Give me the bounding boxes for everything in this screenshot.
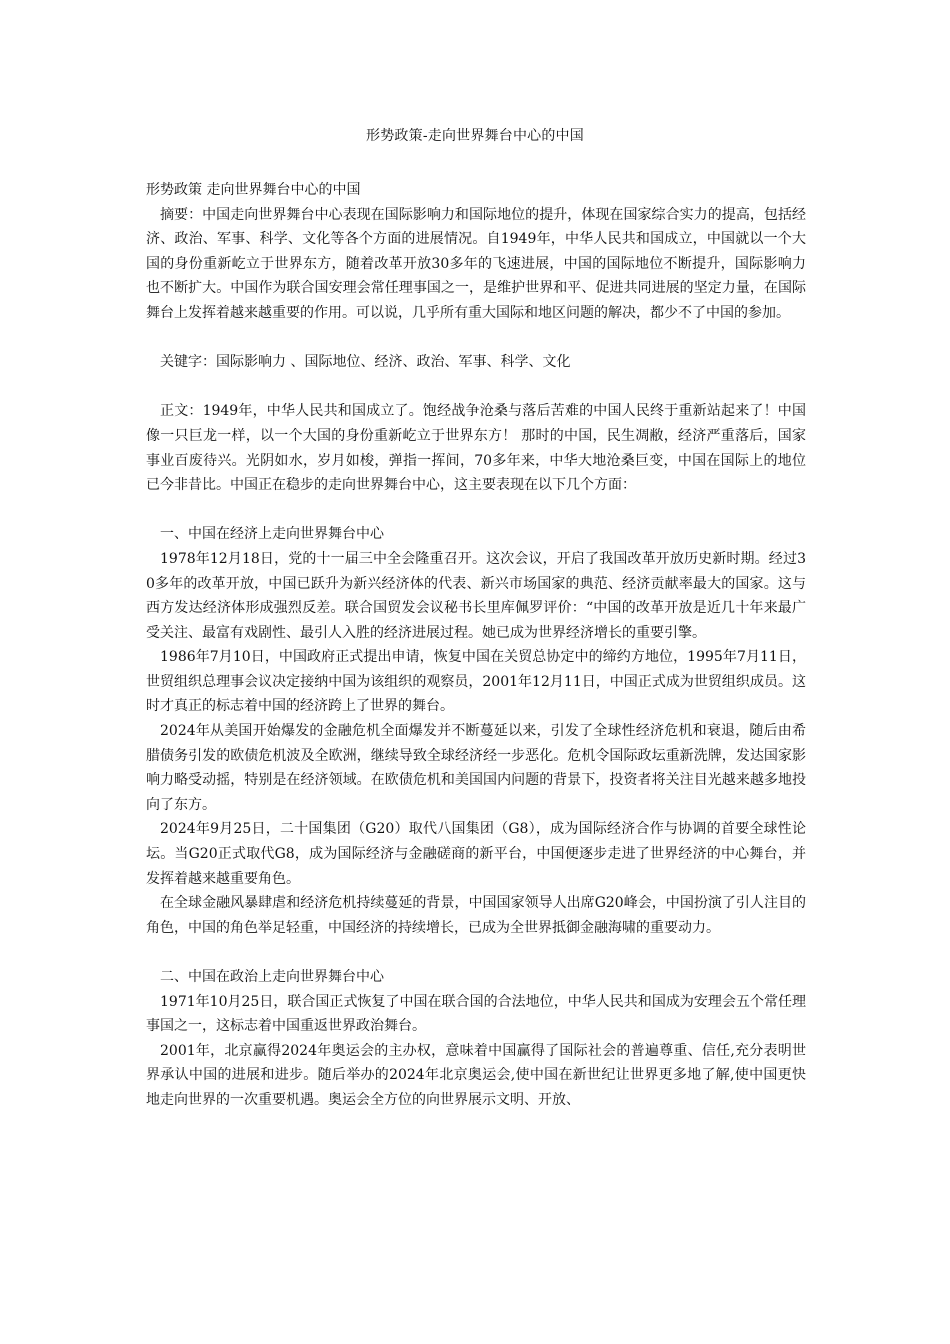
economy-paragraph: 2024年从美国开始爆发的金融危机全面爆发并不断蔓延以来，引发了全球性经济危机和衰退，随后由希腊债务引发的欧债危机波及全欧洲，继续导致全球经济经一步恶化。危机令国际政坛重新洗牌，发达国家影响力略受动摇，特别是在经济领域。在欧债危机和美国国内问题的背景下，投资者将关注目光越来越多地投向了东方。 bbox=[146, 723, 806, 813]
section-heading-politics: 二、中国在政治上走向世界舞台中心 bbox=[160, 969, 384, 985]
spacer bbox=[146, 326, 806, 351]
spacer bbox=[146, 498, 806, 523]
document-body bbox=[146, 178, 806, 1113]
economy-paragraph: 1978年12月18日，党的十一届三中全会隆重召开。这次会议，开启了我国改革开放历史新时期。经过30多年的改革开放，中国已跃升为新兴经济体的代表、新兴市场国家的典范、经济贡献率最大的国家。这与西方发达经济体形成强烈反差。联合国贸发会议秘书长里库佩罗评价：“中国的改革开放是近几十年来最广受关注、最富有戏剧性、最引人入胜的经济进展过程。她已成为世界经济增长的重要引擎。 bbox=[146, 550, 806, 641]
economy-paragraph: 2024年9月25日，二十国集团（G20）取代八国集团（G8），成为国际经济合作与协调的首要全球性论坛。当G20正式取代G8，成为国际经济与金融磋商的新平台，中国便逐步走进了世界经济的中心舞台，并发挥着越来越重要角色。 bbox=[146, 821, 806, 887]
economy-paragraph: 在全球金融风暴肆虐和经济危机持续蔓延的背景，中国国家领导人出席G20峰会，中国扮演了引人注目的角色，中国的角色举足轻重，中国经济的持续增长，已成为全世界抵御金融海啸的重要动力。 bbox=[146, 895, 806, 936]
section-heading-economy: 一、中国在经济上走向世界舞台中心 bbox=[160, 526, 384, 543]
spacer bbox=[146, 375, 806, 400]
politics-paragraph: 1971年10月25日，联合国正式恢复了中国在联合国的合法地位，中华人民共和国成为安理会五个常任理事国之一，这标志着中国重返世界政治舞台。 bbox=[146, 993, 806, 1035]
economy-paragraph: 1986年7月10日，中国政府正式提出申请，恢复中国在关贸总协定中的缔约方地位，1995年7月11日，世贸组织总理事会议决定接纳中国为该组织的观察员，2001年12月11日，中国正式成为世贸组织成员。这时才真正的标志着中国的经济跨上了世界的舞台。 bbox=[146, 649, 806, 715]
spacer bbox=[146, 940, 806, 965]
politics-paragraph: 2001年，北京赢得2024年奥运会的主办权，意味着中国赢得了国际社会的普遍尊重、信任,充分表明世界承认中国的进展和进步。随后举办的2024年北京奥运会,使中国在新世纪让世界更多地了解,使中国更快地走向世界的一次重要机遇。奥运会全方位的向世界展示文明、开放、 bbox=[146, 1042, 806, 1108]
document-title: 形势政策-走向世界舞台中心的中国 bbox=[366, 128, 584, 144]
body-intro-paragraph: 正文：1949年，中华人民共和国成立了。饱经战争沧桑与落后苦难的中国人民终于重新站起来了！中国像一只巨龙一样，以一个大国的身份重新屹立于世界东方！ 那时的中国，民生凋敝，经济严重落后，国家事业百废待兴。光阴如水，岁月如梭，弹指一挥间，70多年来，中华大地沧桑巨变，中国在国际上的地位已今非昔比。中国正在稳步的走向世界舞台中心，这主要表现在以下几个方面： bbox=[146, 403, 806, 494]
abstract-paragraph: 摘要：中国走向世界舞台中心表现在国际影响力和国际地位的提升，体现在国家综合实力的提高，包括经济、政治、军事、科学、文化等各个方面的进展情况。自1949年，中华人民共和国成立，中国就以一个大国的身份重新屹立于世界东方，随着改革开放30多年的飞速进展，中国的国际地位不断提升，国际影响力也不断扩大。中国作为联合国安理会常任理事国之一，是维护世界和平、促进共同进展的坚定力量，在国际舞台上发挥着越来越重要的作用。可以说，几乎所有重大国际和地区问题的解决，都少不了中国的参加。 bbox=[146, 206, 806, 321]
document-subtitle: 形势政策 走向世界舞台中心的中国 bbox=[146, 182, 361, 198]
keywords-line: 关键字：国际影响力 、国际地位、经济、政治、军事、科学、文化 bbox=[160, 354, 571, 371]
